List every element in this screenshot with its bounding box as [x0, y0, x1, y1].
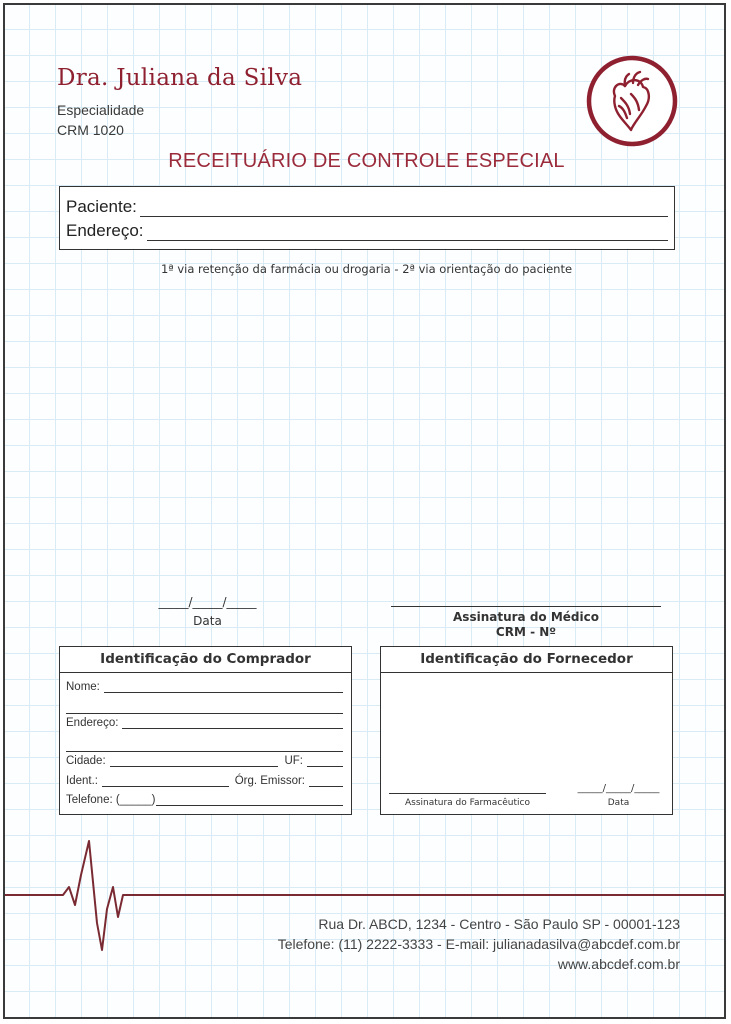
buyer-id-label: Ident.:: [66, 775, 98, 787]
doctor-crm-text: CRM - Nº: [495, 625, 557, 639]
buyer-address-row: [66, 717, 343, 729]
buyer-city-label: Cidade:: [66, 755, 106, 767]
doctor-name: Dra. Juliana da Silva: [57, 65, 303, 91]
heart-icon: [585, 54, 679, 148]
buyer-box: [59, 646, 352, 815]
prescription-sheet: [3, 3, 726, 1019]
buyer-id-line[interactable]: [102, 775, 229, 787]
buyer-name-row: [66, 681, 343, 693]
supplier-date-fill[interactable]: _____/_____/_____: [577, 783, 660, 794]
buyer-uf-line[interactable]: [307, 755, 343, 767]
footer-website[interactable]: www.abcdef.com.br: [557, 956, 680, 972]
patient-name-row: [66, 197, 668, 217]
footer-contact: Telefone: (11) 2222-3333 - E-mail: julianadasilva@abcdef.com.br: [277, 936, 680, 952]
doctor-signature-text: Assinatura do Médico: [453, 610, 599, 624]
patient-box: [59, 186, 675, 250]
doctor-specialty: Especialidade: [57, 102, 145, 118]
buyer-name-line[interactable]: [104, 681, 343, 693]
buyer-name-line-2[interactable]: [66, 702, 343, 714]
supplier-title: Identificação do Fornecedor: [381, 647, 672, 673]
buyer-address-line[interactable]: [122, 717, 343, 729]
date-fill[interactable]: _____/_____/_____: [158, 595, 257, 609]
patient-address-label: Endereço:: [66, 221, 144, 240]
footer-address: Rua Dr. ABCD, 1234 - Centro - São Paulo SP - 00001-123: [318, 916, 680, 932]
buyer-uf-label: UF:: [284, 755, 303, 767]
buyer-address-label: Endereço:: [66, 717, 119, 729]
copies-note: 1ª via retenção da farmácia ou drogaria - 2ª via orientação do paciente: [160, 262, 573, 276]
buyer-issuer-label: Órg. Emissor:: [234, 775, 305, 787]
buyer-phone-row: [66, 794, 343, 806]
buyer-title: Identificação do Comprador: [60, 647, 351, 673]
doctor-crm: CRM 1020: [57, 122, 124, 138]
buyer-address-line-2[interactable]: [66, 740, 343, 752]
pharmacist-signature-label: Assinatura do Farmacêutico: [404, 798, 530, 808]
patient-name-label: Paciente:: [66, 197, 137, 216]
patient-name-line[interactable]: [140, 201, 668, 217]
doctor-signature-line[interactable]: [391, 606, 661, 607]
buyer-phone-line[interactable]: [156, 794, 343, 806]
buyer-phone-label: Telefone: (_____): [66, 794, 156, 806]
patient-address-line[interactable]: [147, 225, 669, 241]
patient-address-row: [66, 221, 668, 241]
form-title: RECEITUÁRIO DE CONTROLE ESPECIAL: [168, 150, 565, 172]
supplier-box: [380, 646, 673, 815]
buyer-city-row: [66, 755, 343, 767]
doctor-signature-label: [391, 610, 661, 640]
date-label: Data: [193, 614, 222, 628]
buyer-id-row: [66, 775, 343, 787]
buyer-issuer-line[interactable]: [309, 775, 343, 787]
buyer-name-label: Nome:: [66, 681, 100, 693]
pharmacist-signature-line[interactable]: [389, 793, 546, 794]
buyer-city-line[interactable]: [110, 755, 279, 767]
supplier-date-label: Data: [607, 798, 630, 808]
